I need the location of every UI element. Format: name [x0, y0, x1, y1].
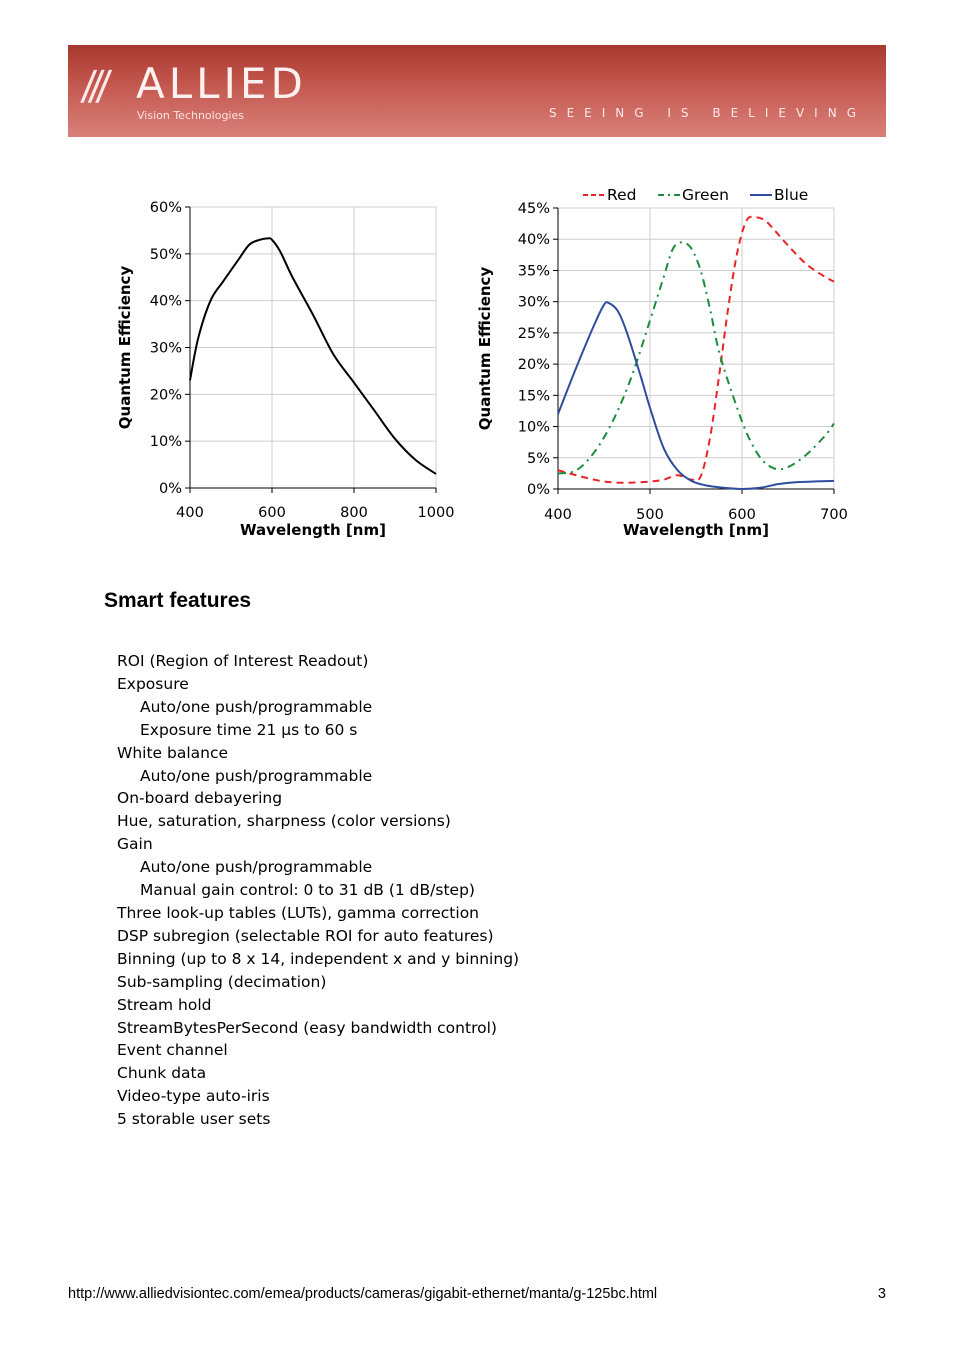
- x-axis-title: Wavelength [nm]: [240, 521, 386, 539]
- feature-item: Event channel: [117, 1041, 228, 1060]
- x-tick-label: 800: [340, 505, 368, 521]
- x-tick-label: 700: [820, 507, 848, 523]
- feature-item: Three look-up tables (LUTs), gamma correction: [117, 903, 479, 922]
- y-axis-title: Quantum Efficiency: [116, 265, 134, 430]
- section-title: Smart features: [104, 589, 252, 612]
- y-tick-label: 10%: [517, 419, 550, 436]
- logo-wordmark: ALLIED: [136, 59, 307, 108]
- feature-item: Binning (up to 8 x 14, independent x and y binning): [117, 949, 520, 968]
- page-header: [68, 45, 886, 137]
- y-tick-label: 0%: [526, 482, 550, 498]
- y-tick-label: 20%: [149, 387, 182, 404]
- y-tick-label: 25%: [517, 325, 550, 342]
- series-line-green: [558, 242, 834, 473]
- feature-item: Chunk data: [117, 1064, 207, 1083]
- y-tick-label: 5%: [526, 450, 550, 467]
- y-tick-label: 50%: [149, 246, 182, 263]
- feature-item: Sub-sampling (decimation): [117, 972, 327, 991]
- feature-subitem: Auto/one push/programmable: [140, 766, 373, 785]
- feature-item: Gain: [117, 835, 153, 854]
- feature-item: DSP subregion (selectable ROI for auto features): [117, 926, 494, 945]
- feature-subitem: Exposure time 21 µs to 60 s: [140, 720, 358, 739]
- feature-subitem: Manual gain control: 0 to 31 dB (1 dB/step): [140, 881, 475, 900]
- x-tick-label: 1000: [417, 505, 455, 521]
- tagline: SEEING IS BELIEVING: [548, 106, 866, 120]
- logo-subtitle: Vision Technologies: [137, 109, 244, 122]
- y-tick-label: 40%: [517, 232, 550, 249]
- footer-url[interactable]: http://www.alliedvisiontec.com/emea/products/cameras/gigabit-ethernet/manta/g-125bc.html: [68, 1286, 658, 1302]
- y-tick-label: 35%: [517, 263, 550, 280]
- mono-qe-chart: [100, 180, 460, 550]
- logo-slashes: ///: [79, 63, 107, 109]
- x-tick-label: 500: [636, 507, 664, 523]
- feature-item: Video-type auto-iris: [117, 1087, 270, 1106]
- page-number: 3: [877, 1286, 886, 1302]
- feature-list: [117, 650, 519, 1131]
- x-axis-title: Wavelength [nm]: [623, 521, 769, 539]
- x-tick-label: 600: [728, 507, 756, 523]
- y-tick-label: 0%: [158, 481, 182, 497]
- x-tick-label: 400: [544, 507, 572, 523]
- y-tick-label: 60%: [149, 200, 182, 216]
- series-line-qe: [190, 238, 436, 474]
- feature-item: White balance: [117, 743, 229, 762]
- legend-label-blue: Blue: [774, 186, 809, 204]
- feature-subitem: Auto/one push/programmable: [140, 858, 373, 877]
- feature-item: On-board debayering: [117, 789, 283, 808]
- feature-item: ROI (Region of Interest Readout): [117, 652, 369, 670]
- y-tick-label: 30%: [149, 340, 182, 357]
- y-tick-label: 15%: [517, 388, 550, 405]
- feature-item: Hue, saturation, sharpness (color versions): [117, 812, 451, 831]
- x-tick-label: 600: [258, 505, 286, 521]
- feature-item: StreamBytesPerSecond (easy bandwidth control): [117, 1018, 497, 1037]
- y-axis-title: Quantum Efficiency: [476, 266, 494, 431]
- y-tick-label: 30%: [517, 294, 550, 311]
- feature-item: 5 storable user sets: [117, 1110, 271, 1129]
- x-tick-label: 400: [176, 505, 204, 521]
- y-tick-label: 40%: [149, 293, 182, 310]
- color-qe-chart: [470, 180, 850, 550]
- y-tick-label: 10%: [149, 434, 182, 451]
- feature-subitem: Auto/one push/programmable: [140, 697, 373, 716]
- y-tick-label: 20%: [517, 357, 550, 374]
- legend-label-red: Red: [607, 186, 637, 204]
- y-tick-label: 45%: [517, 201, 550, 217]
- series-line-red: [558, 217, 834, 483]
- legend-label-green: Green: [682, 186, 729, 204]
- feature-item: Exposure: [117, 674, 189, 693]
- feature-item: Stream hold: [117, 995, 212, 1014]
